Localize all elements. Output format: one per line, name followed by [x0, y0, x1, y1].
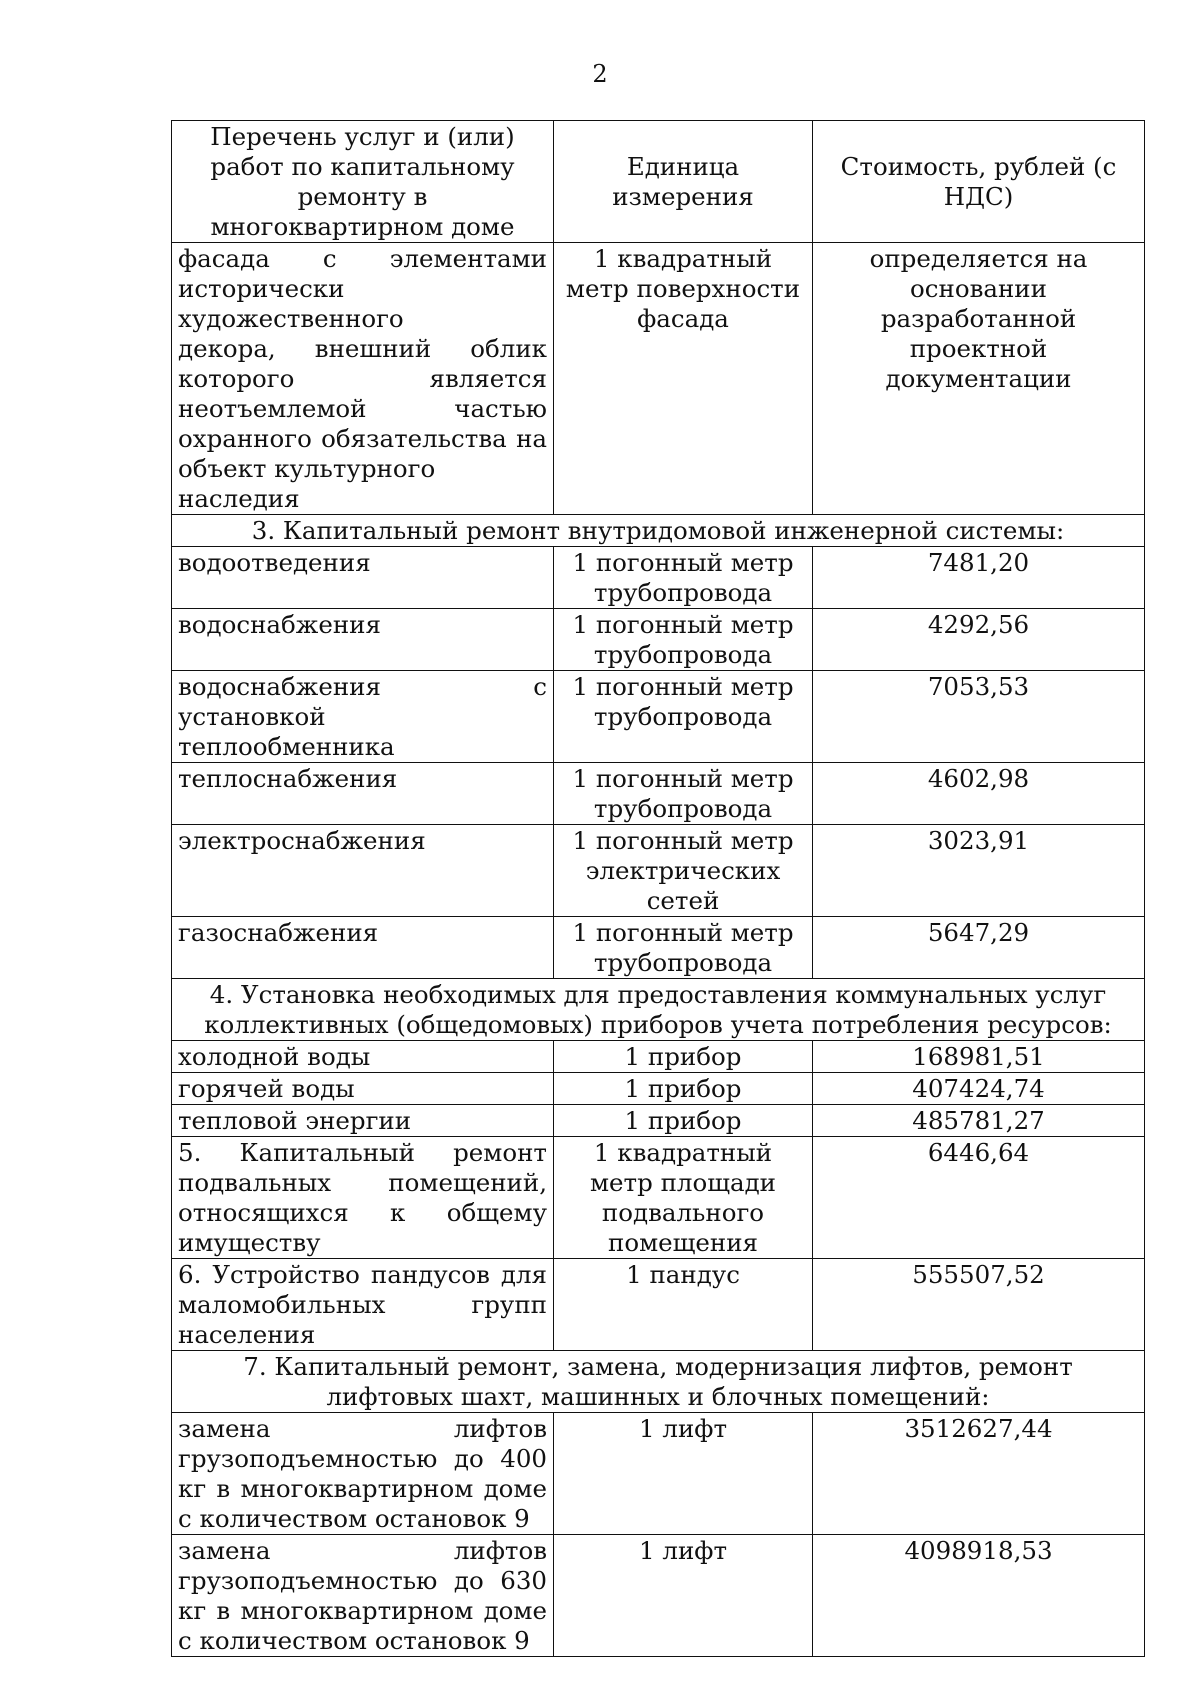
row-cost: 4292,56 — [813, 609, 1145, 671]
row-unit: 1 прибор — [554, 1105, 813, 1137]
row-unit: 1 лифт — [554, 1413, 813, 1535]
price-table — [171, 120, 1145, 1657]
row-name: тепловой энергии — [172, 1105, 554, 1137]
facade-line: фасада с элементами — [178, 244, 547, 273]
row-cost: 485781,27 — [813, 1105, 1145, 1137]
section-7-title: 7. Капитальный ремонт, замена, модернизация лифтов, ремонт лифтовых шахт, машинных и блочных помещений: — [172, 1351, 1145, 1413]
header-unit: Единица измерения — [554, 121, 813, 243]
table-row-facade — [172, 243, 1145, 515]
facade-name-cell — [172, 243, 554, 515]
row-cost: 407424,74 — [813, 1073, 1145, 1105]
row-cost: 4602,98 — [813, 763, 1145, 825]
facade-line: которого является — [178, 364, 547, 393]
facade-line: неотъемлемой частью — [178, 394, 547, 423]
facade-line: охранного обязательства на — [178, 424, 547, 453]
row-unit: 1 погонный метр трубопровода — [554, 547, 813, 609]
header-services: Перечень услуг и (или) работ по капитальному ремонту в многоквартирном доме — [172, 121, 554, 243]
facade-line: декора, внешний облик — [178, 334, 547, 363]
section-5-unit: 1 квадратный метр площади подвального помещения — [554, 1137, 813, 1259]
facade-cost: определяется на основании разработанной проектной документации — [813, 243, 1145, 515]
table-header-row — [172, 121, 1145, 243]
row-name: водоснабжения — [172, 609, 554, 671]
section-5-name: 5. Капитальный ремонт подвальных помещений, относящихся к общему имуществу — [172, 1137, 554, 1259]
row-name: водоснабжения с установкой теплообменника — [172, 671, 554, 763]
row-name: горячей воды — [172, 1073, 554, 1105]
row-name: электроснабжения — [172, 825, 554, 917]
row-unit: 1 погонный метр трубопровода — [554, 917, 813, 979]
page-number: 2 — [592, 60, 608, 88]
row-unit: 1 погонный метр трубопровода — [554, 763, 813, 825]
row-unit: 1 лифт — [554, 1535, 813, 1657]
row-name: водоотведения — [172, 547, 554, 609]
row-cost: 168981,51 — [813, 1041, 1145, 1073]
row-cost: 7481,20 — [813, 547, 1145, 609]
row-cost: 5647,29 — [813, 917, 1145, 979]
row-unit: 1 погонный метр электрических сетей — [554, 825, 813, 917]
table-row — [172, 671, 1145, 763]
table-row — [172, 1073, 1145, 1105]
row-unit: 1 погонный метр трубопровода — [554, 609, 813, 671]
section-7-title-row — [172, 1351, 1145, 1413]
facade-unit: 1 квадратный метр поверхности фасада — [554, 243, 813, 515]
row-name: замена лифтов грузоподъемностью до 630 кг в многоквартирном доме с количеством остановок 9 — [172, 1535, 554, 1657]
facade-line: исторически художественного — [178, 274, 404, 333]
row-name: газоснабжения — [172, 917, 554, 979]
section-6-unit: 1 пандус — [554, 1259, 813, 1351]
section-5-cost: 6446,64 — [813, 1137, 1145, 1259]
table-row-section-5 — [172, 1137, 1145, 1259]
row-cost: 7053,53 — [813, 671, 1145, 763]
header-cost: Стоимость, рублей (с НДС) — [813, 121, 1145, 243]
table-row-section-6 — [172, 1259, 1145, 1351]
row-cost: 3023,91 — [813, 825, 1145, 917]
table-row — [172, 825, 1145, 917]
row-name: холодной воды — [172, 1041, 554, 1073]
table-row — [172, 1105, 1145, 1137]
table-row — [172, 1041, 1145, 1073]
table-row — [172, 763, 1145, 825]
row-cost: 4098918,53 — [813, 1535, 1145, 1657]
table-row — [172, 1535, 1145, 1657]
section-6-name: 6. Устройство пандусов для маломобильных групп населения — [172, 1259, 554, 1351]
row-unit: 1 прибор — [554, 1073, 813, 1105]
section-6-cost: 555507,52 — [813, 1259, 1145, 1351]
row-unit: 1 погонный метр трубопровода — [554, 671, 813, 763]
section-4-title: 4. Установка необходимых для предоставления коммунальных услуг коллективных (общедомовых) приборов учета потребления ресурсов: — [172, 979, 1145, 1041]
row-name: теплоснабжения — [172, 763, 554, 825]
row-name: замена лифтов грузоподъемностью до 400 кг в многоквартирном доме с количеством остановок 9 — [172, 1413, 554, 1535]
row-cost: 3512627,44 — [813, 1413, 1145, 1535]
section-3-title-row — [172, 515, 1145, 547]
table-row — [172, 917, 1145, 979]
table-row — [172, 547, 1145, 609]
section-4-title-row — [172, 979, 1145, 1041]
table-row — [172, 1413, 1145, 1535]
table-row — [172, 609, 1145, 671]
facade-line: объект культурного наследия — [178, 454, 436, 513]
row-unit: 1 прибор — [554, 1041, 813, 1073]
section-3-title: 3. Капитальный ремонт внутридомовой инженерной системы: — [172, 515, 1145, 547]
